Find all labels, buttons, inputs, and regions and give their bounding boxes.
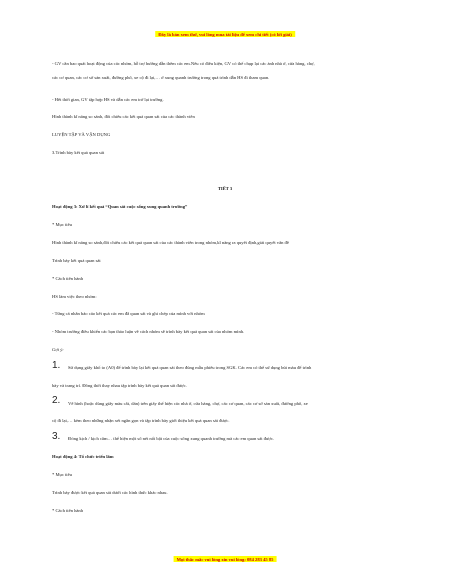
objective-label: * Mục tiêu [52,222,72,227]
paragraph-line: 3.Trình bày kết quả quan sát [52,150,105,155]
list-item-line: Vẽ hình (hoặc dùng giấy màu cắt, dán) trên giấy thể hiện các nhà ở, cửa hàng, chợ, các cơ quan, các cơ sở sản xuất, đường phố, xe [68,401,308,406]
preview-banner: Đây là bản xem thử, vui lòng mua tài liệu để xem chi tiết (có lời giải) [155,31,295,37]
paragraph-line: - GV cần bao quát hoạt động của các nhóm, hỗ trợ hướng dẫn thêm các em.Nếu có điều kiện, GV có thể chụp lại các ảnh nhà ở, cửa hàng, chợ, [52,61,315,66]
objective-text-2: Trình bày kết quả quan sát [52,258,101,263]
activity-3-title: Hoạt động 3: Xử lí kết quả “Quan sát cuộc sống xung quanh trường” [52,204,188,209]
method-line: HS làm việc theo nhóm: [52,294,97,299]
list-item-line: Sử dụng giấy khổ to (A0) để trình bày lại kết quả quan sát theo đúng mẫu phiếu trong SGK. Các em có thể sử dụng bút màu để trình [68,365,312,370]
method-label: * Cách tiến hành [52,276,83,281]
section-heading: LUYỆN TẬP VÀ VẬN DỤNG [52,132,111,137]
method-line: - Từng cá nhân báo cáo kết quả các em đã quan sát và ghi chép của mình với nhóm [52,311,205,316]
objective-label: * Mục tiêu [52,472,72,477]
list-item-line: bày và trang trí. Đồng thời thay nhau tập trình bày kết quả quan sát được. [52,383,187,388]
list-number: 2. [52,395,61,406]
list-number: 3. [52,431,61,442]
contact-banner: Mọi thắc mắc vui lòng xin vui lòng: 084 283 45 85 [174,556,277,562]
list-item-line: cộ đi lại,… kèm theo những nhận xét ngắn gọn và tập trình bày giới thiệu kết quả quan sát được. [52,418,230,423]
list-number: 1. [52,360,61,371]
activity-4-title: Hoạt động 4: Tổ chức triển lãm [52,454,114,459]
paragraph-line: - Hết thời gian, GV tập hợp HS và dẫn các em trở lại trường. [52,97,164,102]
objective-text: Hình thành kĩ năng so sánh,đối chiếu các kết quả quan sát của các thành viên trong nhóm,kĩ năng ra quyết định,giải quyết vấn đề [52,240,289,245]
hint-label: Gợi ý: [52,347,64,352]
method-label: * Cách tiến hành [52,508,83,513]
method-line: - Nhóm trưởng điều khiển các bạn thảo luận về cách nhóm sẽ trình bày kết quả quan sát của nhóm mình. [52,329,245,334]
paragraph-line: các cơ quan, các cơ sở sản xuất, đường phố, xe cộ đi lại,… ở xung quanh trường trong quá trình dẫn HS đi tham quan. [52,75,270,80]
lesson-title: TIẾT 3 [217,186,233,191]
paragraph-line: Hình thành kĩ năng so sánh, đối chiếu các kết quả quan sát của các thành viên [52,114,195,119]
list-item-line: Đóng kịch / kịch câm… thể hiện một số nét nổi bật của cuộc sống xung quanh trường mà các em quan sát được. [68,436,275,441]
objective-text: Trình bày được kết quả quan sát dưới các hình thức khác nhau. [52,490,168,495]
